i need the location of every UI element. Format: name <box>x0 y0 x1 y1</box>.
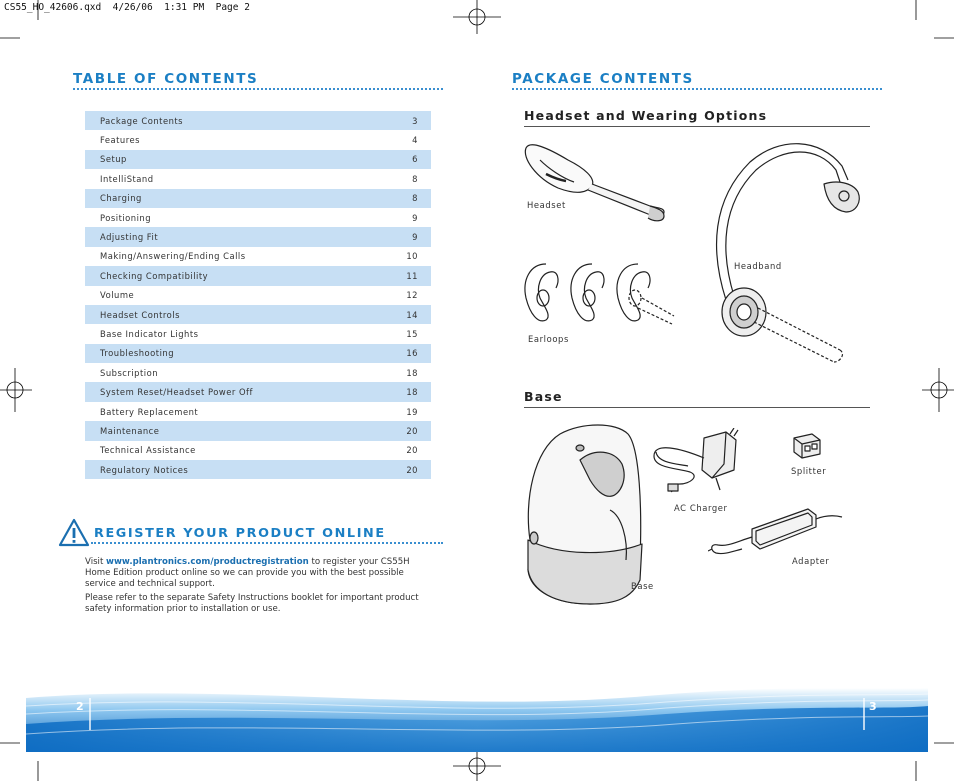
toc-page: 9 <box>412 232 418 243</box>
toc-label: Subscription <box>100 367 159 378</box>
toc-title: TABLE OF CONTENTS <box>73 71 259 87</box>
toc-page: 10 <box>406 251 418 262</box>
toc-label: Regulatory Notices <box>100 464 189 475</box>
toc-row[interactable] <box>85 460 431 479</box>
headset-section-rule <box>524 126 870 127</box>
toc-label: System Reset/Headset Power Off <box>100 387 253 398</box>
toc-page: 18 <box>406 367 418 378</box>
earloops-caption: Earloops <box>528 334 569 344</box>
toc-label: Battery Replacement <box>100 406 199 417</box>
left-page-number: 2 <box>76 700 84 713</box>
toc-page: 14 <box>406 309 418 320</box>
toc-label: Headset Controls <box>100 309 180 320</box>
ac-charger-illustration <box>650 428 742 498</box>
toc-label: Making/Answering/Ending Calls <box>100 251 246 262</box>
toc-label: Features <box>100 135 141 146</box>
toc-row[interactable] <box>85 247 431 266</box>
toc-label: Positioning <box>100 212 152 223</box>
base-illustration <box>520 420 654 608</box>
headset-illustration <box>518 138 678 230</box>
toc-label: Technical Assistance <box>100 445 196 456</box>
footer-wave-band <box>26 684 928 752</box>
toc-page: 19 <box>406 406 418 417</box>
toc-row[interactable] <box>85 421 431 440</box>
toc-page: 12 <box>406 290 418 301</box>
toc-row[interactable] <box>85 382 431 401</box>
warning-icon <box>58 518 90 548</box>
toc-row[interactable] <box>85 286 431 305</box>
toc-page: 15 <box>406 328 418 339</box>
print-slug: CS55_HO_42606.qxd 4/26/06 1:31 PM Page 2 <box>4 2 250 13</box>
toc-row[interactable] <box>85 130 431 149</box>
toc-page: 16 <box>406 348 418 359</box>
register-divider <box>91 542 443 544</box>
toc-row[interactable] <box>85 208 431 227</box>
register-title: REGISTER YOUR PRODUCT ONLINE <box>94 526 386 541</box>
toc-row[interactable] <box>85 227 431 246</box>
toc-label: Base Indicator Lights <box>100 328 199 339</box>
toc-page: 20 <box>406 464 418 475</box>
base-section-rule <box>524 407 870 408</box>
toc-page: 18 <box>406 387 418 398</box>
toc-row[interactable] <box>85 441 431 460</box>
toc-page: 20 <box>406 425 418 436</box>
toc-page: 20 <box>406 445 418 456</box>
safety-paragraph: Please refer to the separate Safety Instructions booklet for important product safety information prior to installation or use. <box>85 593 419 615</box>
right-page-number: 3 <box>869 700 877 713</box>
toc-title-divider <box>73 88 443 90</box>
toc-label: Checking Compatibility <box>100 270 209 281</box>
toc-label: Setup <box>100 154 127 165</box>
toc-page: 3 <box>412 115 418 126</box>
toc-label: Volume <box>100 290 135 301</box>
register-rest: to register your CS55H Home Edition product online so we can provide you with the best possible service and technical support. <box>85 557 410 589</box>
toc-page: 11 <box>406 270 418 281</box>
base-section-heading: Base <box>524 389 563 404</box>
register-paragraph <box>85 557 437 589</box>
adapter-caption: Adapter <box>792 556 830 566</box>
toc-page: 8 <box>412 173 418 184</box>
headband-illustration <box>700 140 870 370</box>
toc-page: 6 <box>412 154 418 165</box>
toc-page: 8 <box>412 193 418 204</box>
base-caption: Base <box>631 581 654 591</box>
toc-row[interactable] <box>85 150 431 169</box>
toc-page: 4 <box>412 135 418 146</box>
package-contents-title: PACKAGE CONTENTS <box>512 71 694 87</box>
headband-caption: Headband <box>734 261 782 271</box>
toc-label: IntelliStand <box>100 173 154 184</box>
package-title-divider <box>512 88 882 90</box>
toc-row[interactable] <box>85 305 431 324</box>
splitter-caption: Splitter <box>791 466 827 476</box>
register-text <box>85 557 437 619</box>
toc-row[interactable] <box>85 189 431 208</box>
toc-label: Maintenance <box>100 425 160 436</box>
toc-label: Charging <box>100 193 142 204</box>
headset-section-heading: Headset and Wearing Options <box>524 108 768 123</box>
toc-row[interactable] <box>85 111 431 130</box>
toc-row[interactable] <box>85 169 431 188</box>
toc-label: Package Contents <box>100 115 184 126</box>
splitter-illustration <box>790 430 824 460</box>
toc-table <box>85 111 431 479</box>
headset-caption: Headset <box>527 200 566 210</box>
toc-row[interactable] <box>85 344 431 363</box>
toc-label: Troubleshooting <box>100 348 175 359</box>
toc-row[interactable] <box>85 266 431 285</box>
toc-label: Adjusting Fit <box>100 232 159 243</box>
earloops-illustration <box>516 258 676 330</box>
registration-link[interactable]: www.plantronics.com/productregistration <box>106 557 309 567</box>
register-visit: Visit <box>85 557 107 567</box>
toc-row[interactable] <box>85 324 431 343</box>
toc-row[interactable] <box>85 363 431 382</box>
toc-page: 9 <box>412 212 418 223</box>
ac-charger-caption: AC Charger <box>674 503 728 513</box>
toc-row[interactable] <box>85 402 431 421</box>
